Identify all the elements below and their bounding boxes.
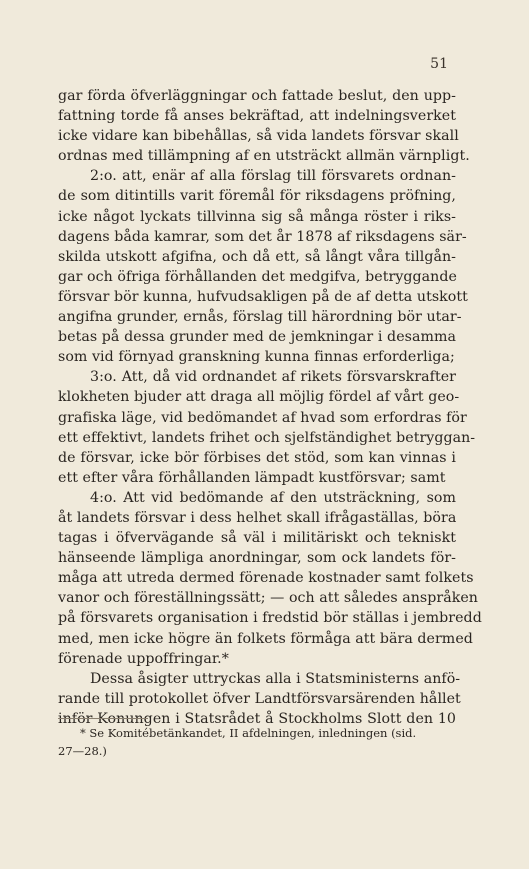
text-line: icke något lyckats tillvinna sig så många röster i riks- xyxy=(58,208,456,225)
footnote-line: * Se Komitébetänkandet, II afdelningen, inledningen (sid. xyxy=(80,726,417,740)
footnote-line: 27—28.) xyxy=(58,744,107,758)
text-line: 3:o. Att, då vid ordnandet af rikets försvarskrafter xyxy=(90,369,456,386)
text-line: de som ditintills varit föremål för riksdagens pröfning, xyxy=(58,188,456,205)
text-line: dagens båda kamrar, som det år 1878 af riksdagens sär- xyxy=(58,228,467,245)
text-line: skilda utskott afgifna, och då ett, så långt våra tillgån- xyxy=(58,248,456,265)
text-line: rande till protokollet öfver Landtförsvarsärenden hållet xyxy=(58,690,461,707)
text-line: ordnas med tillämpning af en utsträckt allmän värnpligt. xyxy=(58,148,470,165)
text-line: de försvar, icke bör förbises det stöd, som kan vinnas i xyxy=(58,449,456,466)
text-line: ett efter våra förhållanden lämpadt kustförsvar; samt xyxy=(58,469,446,486)
text-line: icke vidare kan bibehållas, så vida landets försvar skall xyxy=(58,128,459,145)
text-line: betas på dessa grunder med de jemkningar i desamma xyxy=(58,329,456,346)
text-line: vanor och föreställningssätt; — och att således anspråken xyxy=(58,590,478,607)
text-line: på försvarets organisation i fredstid bör ställas i jembredd xyxy=(58,610,482,627)
footnote xyxy=(58,724,456,760)
footnote-divider xyxy=(58,718,148,719)
text-line: ett effektivt, landets frihet och sjelfständighet betryggan- xyxy=(58,429,476,446)
text-line: grafiska läge, vid bedömandet af hvad som erfordras för xyxy=(58,409,467,426)
text-line: 2:o. att, enär af alla förslag till försvarets ordnan- xyxy=(90,168,456,185)
text-line: Dessa åsigter uttryckas alla i Statsministerns anfö- xyxy=(90,670,461,687)
text-line: som vid förnyad granskning kunna finnas erforderliga; xyxy=(58,349,455,366)
text-line: gar förda öfverläggningar och fattade beslut, den upp- xyxy=(58,88,456,104)
text-line: försvar bör kunna, hufvudsakligen på de af detta utskott xyxy=(58,288,468,305)
text-line: 4:o. Att vid bedömande af den utsträckning, som xyxy=(90,489,456,506)
page-number: 51 xyxy=(430,56,448,72)
text-line: angifna grunder, ernås, förslag till härordning bör utar- xyxy=(58,309,462,326)
text-line: hänseende lämpliga anordningar, som ock landets för- xyxy=(58,550,456,567)
body-text xyxy=(58,86,482,729)
text-line: åt landets försvar i dess helhet skall ifrågaställas, böra xyxy=(58,509,457,526)
text-line: gar och öfriga förhållanden det medgifva, betryggande xyxy=(58,268,457,285)
text-line: klokheten bjuder att draga all möjlig fördel af vårt geo- xyxy=(58,389,460,406)
text-line: med, men icke högre än folkets förmåga att bära dermed xyxy=(58,630,473,647)
text-line: måga att utreda dermed förenade kostnader samt folkets xyxy=(58,570,474,587)
text-line: inför Konungen i Statsrådet å Stockholms Slott den 10 xyxy=(58,710,456,727)
text-line: tagas i öfvervägande så väl i militäriskt och tekniskt xyxy=(58,530,456,547)
text-line: förenade uppoffringar.* xyxy=(58,650,229,667)
text-line: fattning torde få anses bekräftad, att indelningsverket xyxy=(58,108,456,125)
